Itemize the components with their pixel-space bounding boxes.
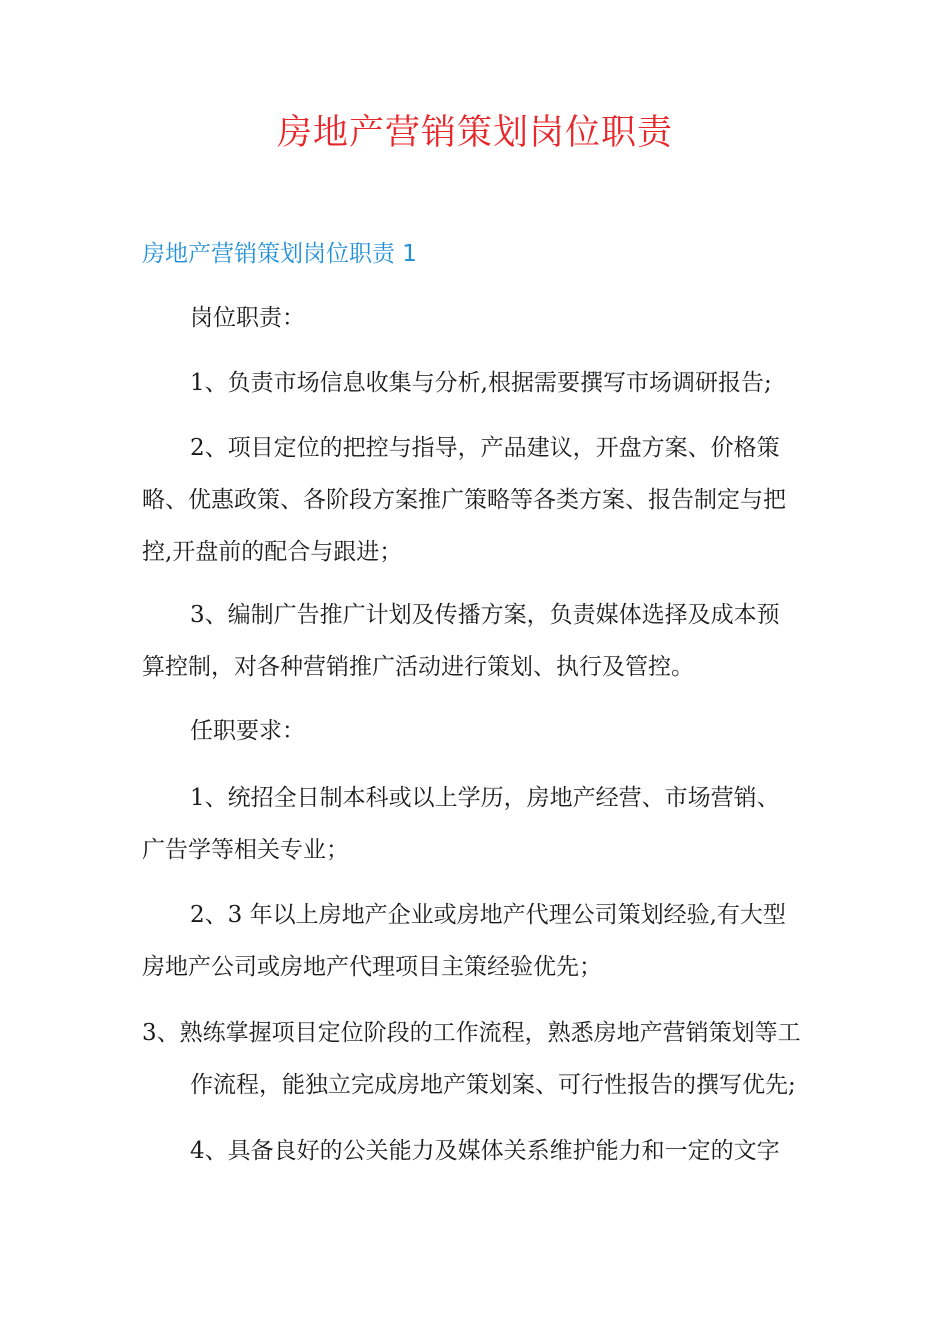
requirement-4-paragraph [142,1125,812,1177]
requirement-4-line-1: 4、具备良好的公关能力及媒体关系维护能力和一定的文字 [190,1138,780,1164]
duty-1: 1、负责市场信息收集与分析,根据需要撰写市场调研报告; [190,370,772,396]
requirement-3-paragraph [142,1007,812,1111]
duty-2-paragraph [142,422,812,578]
duty-2-line-1: 2、项目定位的把控与指导，产品建议，开盘方案、价格策 [190,435,780,461]
requirement-3-line-1: 3、熟练掌握项目定位阶段的工作流程，熟悉房地产营销策划等工 [142,1020,801,1046]
duty-2-line-3: 控,开盘前的配合与跟进； [142,539,403,565]
requirement-2-line-1: 2、3 年以上房地产企业或房地产代理公司策划经验,有大型 [190,902,786,928]
duty-2-line-2: 略、优惠政策、各阶段方案推广策略等各类方案、报告制定与把 [142,487,786,513]
section-heading: 房地产营销策划岗位职责 1 [142,241,417,267]
duties-label-paragraph [142,292,812,344]
requirements-label-paragraph [142,705,812,757]
requirement-1-paragraph [142,772,812,876]
duty-3-line-1: 3、编制广告推广计划及传播方案，负责媒体选择及成本预 [190,602,780,628]
duties-label: 岗位职责： [190,305,305,331]
requirement-2-paragraph [142,889,812,993]
requirement-2-line-2: 房地产公司或房地产代理项目主策经验优先； [142,954,602,980]
duty-1-paragraph [142,357,812,409]
requirement-3-line-2: 作流程，能独立完成房地产策划案、可行性报告的撰写优先; [190,1072,796,1098]
requirement-1-line-1: 1、统招全日制本科或以上学历，房地产经营、市场营销、 [190,785,780,811]
duty-3-line-2: 算控制，对各种营销推广活动进行策划、执行及管控。 [142,654,694,680]
requirements-label: 任职要求： [190,718,305,744]
document-title: 房地产营销策划岗位职责 [276,113,673,153]
requirement-1-line-2: 广告学等相关专业； [142,837,349,863]
duty-3-paragraph [142,589,812,693]
